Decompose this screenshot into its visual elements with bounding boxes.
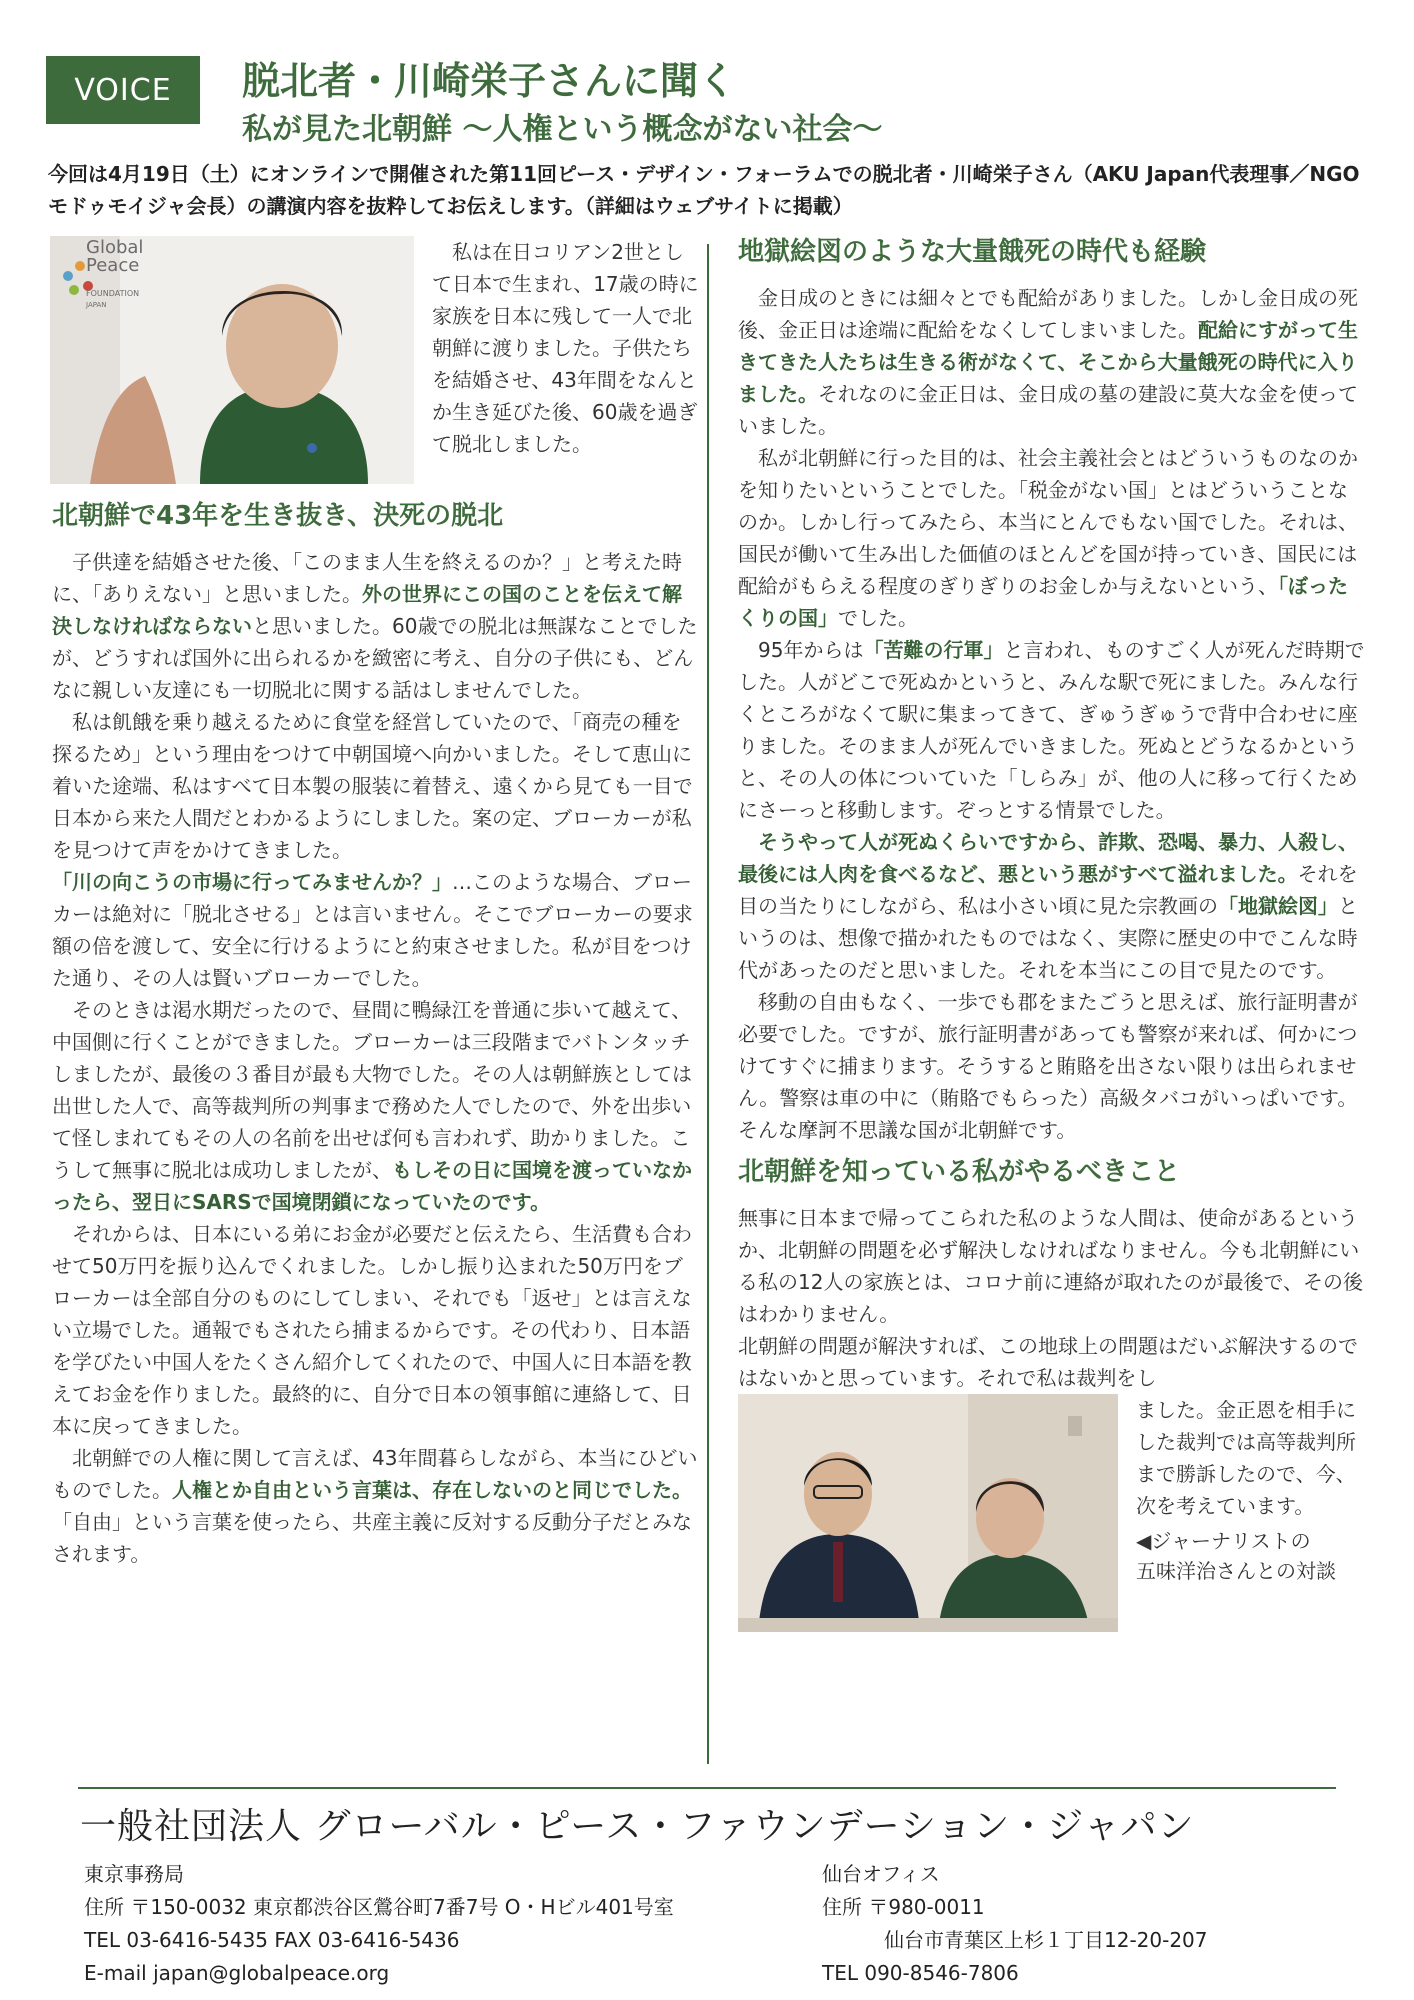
logo-text-global: Global: [86, 237, 144, 258]
body-paragraph: 無事に日本まで帰ってこられた私のような人間は、使命があるというか、北朝鮮の問題を必ず解決しなければなりません。今も北朝鮮にいる私の12人の家族とは、コロナ前に連絡が取れたのが最後で、その後はわかりません。: [738, 1206, 1364, 1326]
body-paragraph: 私は飢餓を乗り越えるために食堂を経営していたので、「商売の種を探るため」という理由をつけて中朝国境へ向かいました。そして恵山に着いた途端、私はすべて日本製の服装に着替え、遠くから見ても一目で日本から来た人間だとわかるようにしました。案の定、ブローカーが私を見つけて声をかけてきました。: [52, 710, 693, 862]
caption-line: 五味洋治さんとの対談: [1136, 1559, 1336, 1583]
section-heading-famine: 地獄絵図のような大量餓死の時代も経験: [738, 237, 1207, 267]
left-column: [52, 236, 700, 1570]
column-divider: [707, 244, 709, 1764]
body-paragraph: 子供達を結婚させた後、「このまま人生を終えるのか？」と考えた時に、「ありえない」と思いました。外の世界にこの国のことを伝えて解決しなければならないと思いました。60歳での脱北は無謀なことでしたが、どうすれば国外に出られるかを緻密に考え、自分の子供にも、どんなに親しい友達にも一切脱北に関する話はしませんでした。: [52, 550, 698, 702]
logo-text-japan: JAPAN: [86, 301, 107, 309]
body-paragraph: 北朝鮮の問題が解決すれば、この地球上の問題はだいぶ解決するのではないかと思っています。それで私は裁判をし: [738, 1334, 1358, 1390]
body-paragraph: ました。金正恩を相手にした裁判では高等裁判所まで勝訴したので、今、次を考えています。: [1136, 1398, 1356, 1518]
tokyo-address: 住所 〒150-0032 東京都渋谷区鶯谷町7番7号 O・Hビル401号室: [84, 1895, 674, 1919]
body-paragraph: 私が北朝鮮に行った目的は、社会主義社会とはどういうものなのかを知りたいということでした。「税金がない国」とはどういうことなのか。しかし行ってみたら、本当にとんでもない国でした。それは、国民が働いて生み出した価値のほとんどを国が持っていき、国民には配給がもらえる程度のぎりぎりのお金しか与えないという、「ぼったくりの国」でした。: [738, 446, 1358, 630]
body-paragraph: 95年からは「苦難の行軍」と言われ、ものすごく人が死んだ時期でした。人がどこで死ぬかというと、みんな駅で死にました。みんな行くところがなくて駅に集まってきて、ぎゅうぎゅうで背中合わせに座りました。そのまま人が死んでいきました。死ぬとどうなるかというと、その人の体についていた「しらみ」が、他の人に移って行くためにさーっと移動します。ぞっとする情景でした。: [738, 638, 1365, 822]
logo-text-peace: Peace: [86, 255, 140, 276]
voice-badge: VOICE: [46, 56, 200, 124]
footer-divider: [78, 1787, 1336, 1789]
organization-name: 一般社団法人 グローバル・ピース・ファウンデーション・ジャパン: [80, 1806, 1195, 1847]
article-title: 脱北者・川崎栄子さんに聞く: [242, 59, 737, 103]
body-paragraph: そのときは渇水期だったので、昼間に鴨緑江を普通に歩いて越えて、中国側に行くことができました。ブローカーは三段階までバトンタッチしましたが、最後の３番目が最も大物でした。その人は朝鮮族としては出世した人で、高等裁判所の判事まで務めた人でしたので、外を出歩いて怪しまれてもその人の名前を出せば何も言われず、助かりました。こうして無事に脱北は成功しましたが、もしその日に国境を渡っていなかったら、翌日にSARSで国境閉鎖になっていたのです。: [52, 998, 692, 1214]
right-column: [738, 228, 1366, 1638]
tokyo-phone: TEL 03-6416-5435 FAX 03-6416-5436: [84, 1928, 460, 1952]
logo-text-foundation: FOUNDATION: [86, 289, 140, 298]
body-paragraph: そうやって人が死ぬくらいですから、詐欺、恐喝、暴力、人殺し、最後には人肉を食べるなど、悪という悪がすべて溢れました。それを目の当たりにしながら、私は小さい頃に見た宗教画の「地獄絵図」というのは、想像で描かれたものではなく、実際に歴史の中でこんな時代があったのだと思いました。それを本当にこの目で見たのです。: [738, 830, 1358, 982]
lead-paragraph: 私は在日コリアン2世として日本で生まれ、17歳の時に家族を日本に残して一人で北朝鮮に渡りました。子供たちを結婚させ、43年間をなんとか生き延びた後、60歳を過ぎて脱北しました。: [432, 240, 699, 456]
body-paragraph: 「川の向こうの市場に行ってみませんか？」…このような場合、ブローカーは絶対に「脱北させる」とは言いません。そこでブローカーの要求額の倍を渡して、安全に行けるようにと約束させました。私が目をつけた通り、その人は賢いブローカーでした。: [52, 870, 693, 990]
body-paragraph: 移動の自由もなく、一歩でも郡をまたごうと思えば、旅行証明書が必要でした。ですが、旅行証明書があっても警察が来れば、何かにつけてすぐに捕まります。そうすると賄賂を出さない限りは出られません。警察は車の中に（賄賂でもらった）高級タバコがいっぱいです。そんな摩訶不思議な国が北朝鮮です。: [738, 990, 1358, 1142]
sendai-address: 仙台市青葉区上杉１丁目12-20-207: [884, 1928, 1208, 1952]
section-heading-mission: 北朝鮮を知っている私がやるべきこと: [738, 1157, 1181, 1187]
sendai-address-postal: 住所 〒980-0011: [822, 1895, 985, 1919]
caption-line: ◀ジャーナリストの: [1136, 1529, 1311, 1553]
sendai-office-label: 仙台オフィス: [822, 1862, 940, 1886]
section-heading-escape: 北朝鮮で43年を生き抜き、決死の脱北: [52, 501, 504, 531]
body-paragraph: それからは、日本にいる弟にお金が必要だと伝えたら、生活費も合わせて50万円を振り込んでくれました。しかし振り込まれた50万円をブローカーは全部自分のものにしてしまい、それでも「返せ」とは言えない立場でした。通報でもされたら捕まるからです。その代わり、日本語を学びたい中国人をたくさん紹介してくれたので、中国人に日本語を教えてお金を作りました。最終的に、自分で日本の領事館に連絡して、日本に戻ってきました。: [52, 1222, 692, 1438]
body-paragraph: 金日成のときには細々とでも配給がありました。しかし金日成の死後、金正日は途端に配給をなくしてしまいました。配給にすがって生きてきた人たちは生きる術がなくて、そこから大量餓死の時代に入りました。それなのに金正日は、金日成の墓の建設に莫大な金を使っていました。: [738, 286, 1358, 438]
tokyo-office-label: 東京事務局: [84, 1862, 184, 1886]
intro-paragraph: 今回は4月19日（土）にオンラインで開催された第11回ピース・デザイン・フォーラムでの脱北者・川崎栄子さん（AKU Japan代表理事／NGOモドゥモイジャ会長）の講演内容を抜粋してお伝えします。（詳細はウェブサイトに掲載）: [48, 162, 1360, 218]
article-subtitle: 私が見た北朝鮮 〜人権という概念がない社会〜: [242, 112, 883, 147]
body-paragraph: 北朝鮮での人権に関して言えば、43年間暮らしながら、本当にひどいものでした。人権とか自由という言葉は、存在しないのと同じでした。「自由」という言葉を使ったら、共産主義に反対する反動分子だとみなされます。: [52, 1446, 698, 1566]
dialogue-photo-graphic: [738, 1394, 1118, 1632]
dialogue-photo: [738, 1394, 1118, 1632]
speaker-photo: [50, 236, 414, 484]
email-link[interactable]: E-mail japan@globalpeace.org: [84, 1961, 390, 1985]
sendai-phone: TEL 090-8546-7806: [822, 1961, 1019, 1985]
